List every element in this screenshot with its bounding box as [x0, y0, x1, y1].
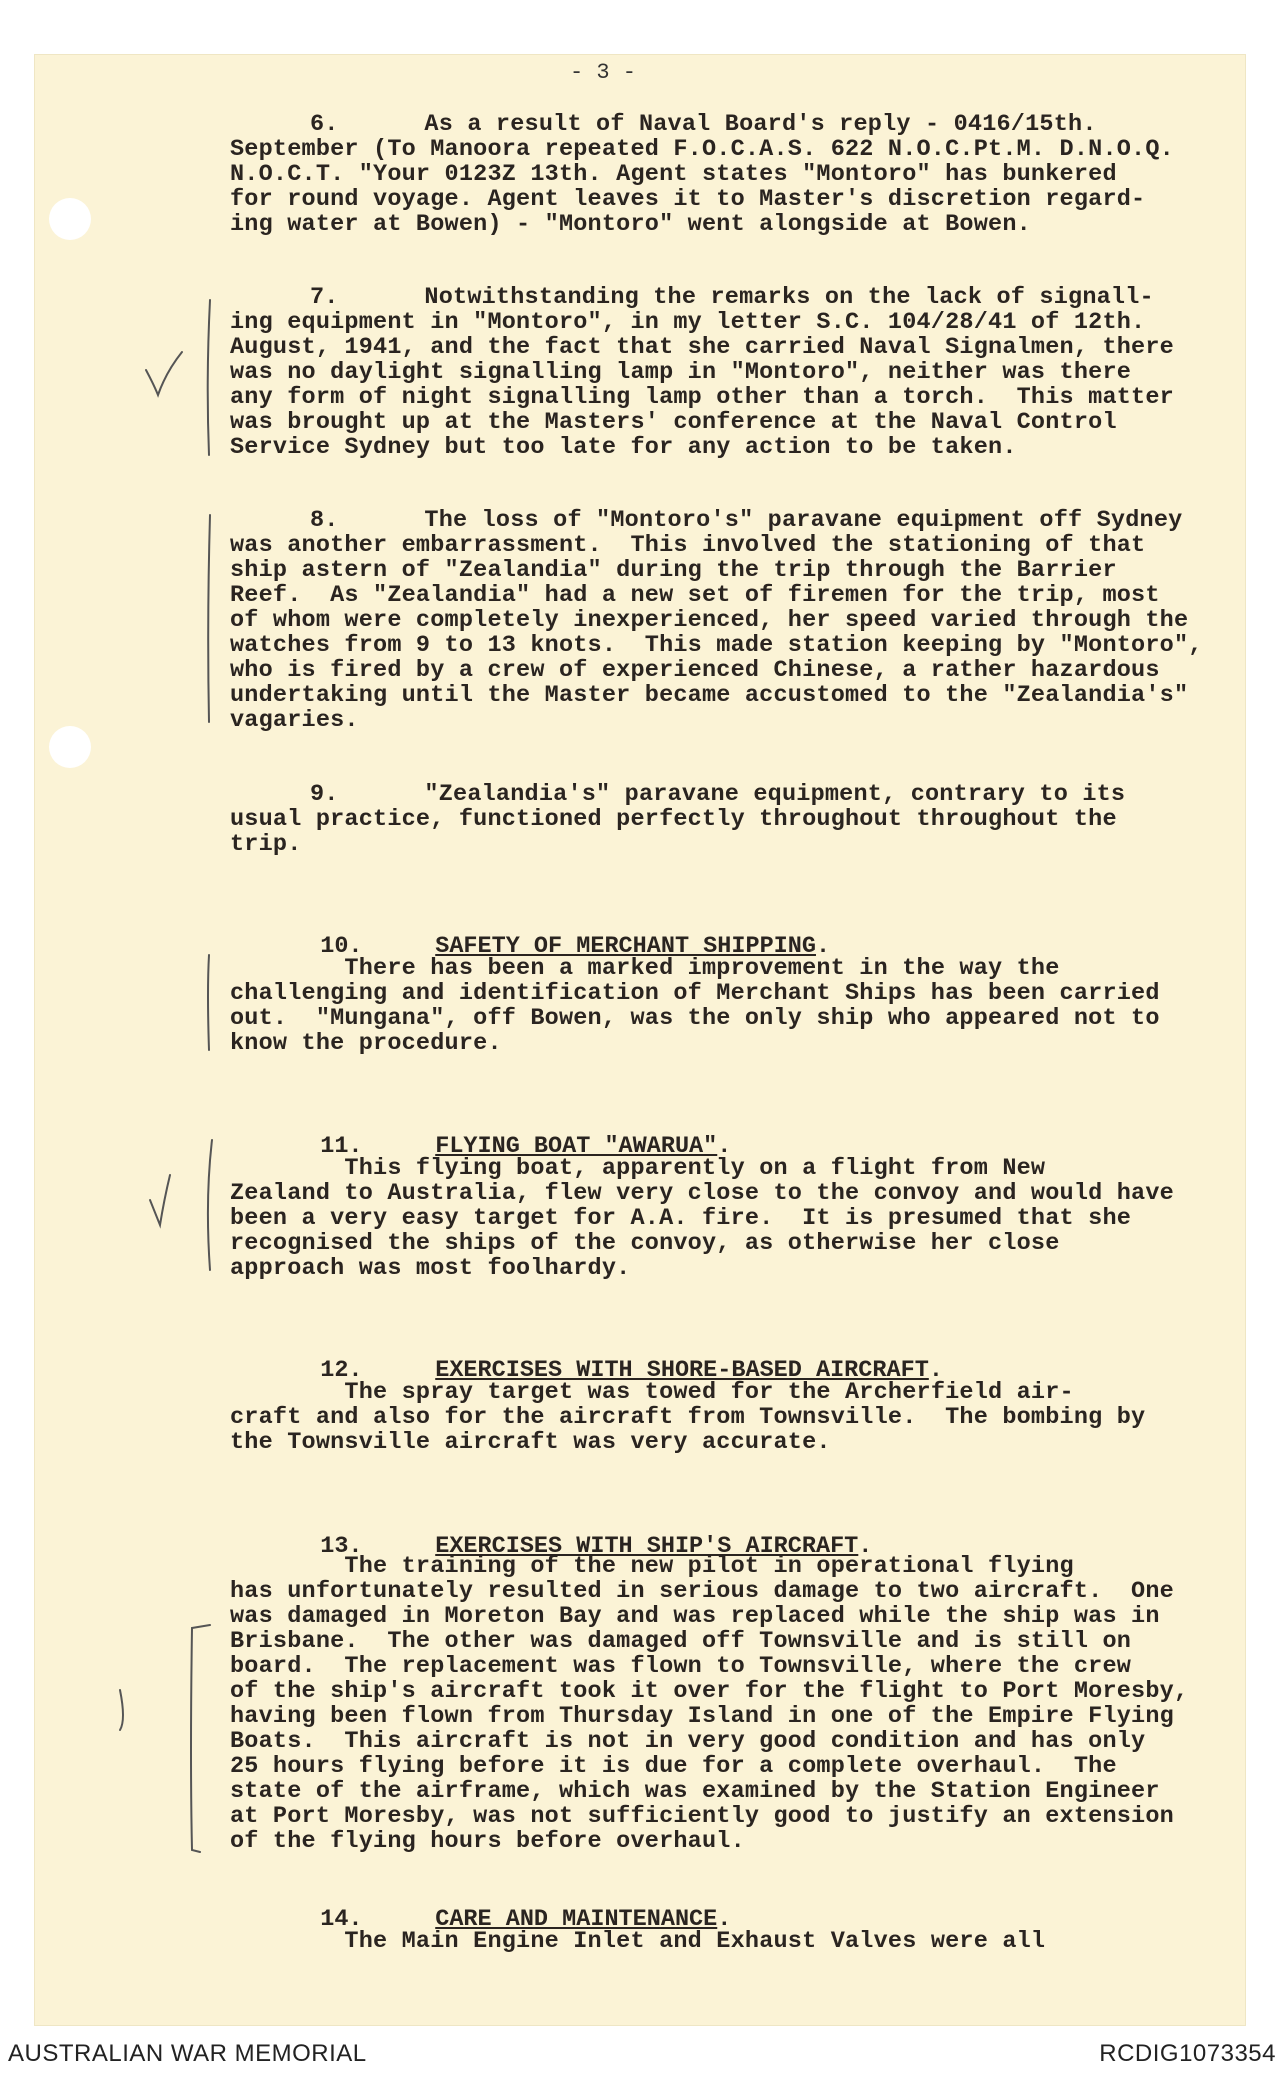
paragraph-8: 8. The loss of "Montoro's" paravane equipment off Sydney was another embarrassment. This involved the stationing of that ship astern of "Zealandia" during the trip through the Barrier Reef. As "Zealandia" had a new set of firemen for the trip, most of whom were completely inexperienced, her speed varied through the watches from 9 to 13 knots. This made station keeping by "Montoro", who is fired by a crew of experienced Chinese, a rather hazardous undertaking until the Master became accustomed to the "Zealandia's" vagaries.	[230, 507, 1203, 734]
tick-mark-11	[150, 1175, 170, 1225]
footer-left: AUSTRALIAN WAR MEMORIAL	[8, 2040, 367, 2067]
margin-line-8	[208, 515, 210, 722]
paragraph-10: There has been a marked improvement in the way the challenging and identification of Merchant Ships has been carried out. "Mungana", off Bowen, was the only ship who appeared not to know the procedure.	[230, 955, 1160, 1057]
page-number: - 3 -	[570, 60, 637, 85]
paragraph-11: This flying boat, apparently on a flight from New Zealand to Australia, flew very close to the convoy and would have been a very easy target for A.A. fire. It is presumed that she recognised the ships of the convoy, as otherwise her close approach was most foolhardy.	[230, 1155, 1174, 1282]
heading-12-end: .	[928, 1357, 943, 1384]
heading-14-end: .	[717, 1906, 732, 1933]
tick-mark-7	[146, 352, 182, 395]
margin-line-10	[208, 955, 209, 1050]
paragraph-7: 7. Notwithstanding the remarks on the lack of signall- ing equipment in "Montoro", in my letter S.C. 104/28/41 of 12th. August, 1941, and the fact that she carried Naval Signalmen, there was no daylight signalling lamp in "Montoro", neither was there any form of night signalling lamp other than a torch. This matter was brought up at the Masters' conference at the Naval Control Service Sydney but too late for any action to be taken.	[230, 284, 1174, 461]
heading-12-number: 12.	[320, 1357, 363, 1384]
paragraph-6: 6. As a result of Naval Board's reply - 0416/15th. September (To Manoora repeated F.O.C.A.S. 622 N.O.C.Pt.M. D.N.O.Q. N.O.C.T. "Your 0123Z 13th. Agent states "Montoro" has bunkered for round voyage. Agent leaves it to Master's discretion regard- ing water at Bowen) - "Montoro" went alongside at Bowen.	[230, 111, 1174, 238]
heading-13-title: EXERCISES WITH SHIP'S AIRCRAFT	[435, 1533, 859, 1560]
paragraph-13: The training of the new pilot in operational flying has unfortunately resulted in serious damage to two aircraft. One was damaged in Moreton Bay and was replaced while the ship was in Brisbane. The other was damaged off Townsville and is still on board. The replacement was flown to Townsville, where the crew of the ship's aircraft took it over for the flight to Port Moresby, having been flown from Thursday Island in one of the Empire Flying Boats. This aircraft is not in very good condition and has only 25 hours flying before it is due for a complete overhaul. The state of the airframe, which was examined by the Station Engineer at Port Moresby, was not sufficiently good to justify an extension of the flying hours before overhaul.	[230, 1553, 1189, 1855]
heading-10-number: 10.	[320, 933, 363, 960]
footer-right: RCDIG1073354	[1099, 2040, 1276, 2067]
paragraph-12: The spray target was towed for the Archerfield air- craft and also for the aircraft from Townsville. The bombing by the Townsville aircraft was very accurate.	[230, 1379, 1146, 1456]
margin-line-11	[208, 1140, 212, 1270]
heading-11-end: .	[717, 1133, 732, 1160]
heading-11-number: 11.	[320, 1133, 363, 1160]
paragraph-14: The Main Engine Inlet and Exhaust Valves were all	[230, 1928, 1046, 1955]
paragraph-9: 9. "Zealandia's" paravane equipment, contrary to its usual practice, functioned perfectly throughout throughout the trip.	[230, 781, 1126, 858]
heading-14-number: 14.	[320, 1906, 363, 1933]
heading-13-end: .	[858, 1533, 873, 1560]
heading-10-title: SAFETY OF MERCHANT SHIPPING	[435, 933, 816, 960]
bracket-13	[191, 1625, 210, 1852]
heading-10-end: .	[815, 933, 831, 960]
heading-14-title: CARE AND MAINTENANCE	[435, 1906, 718, 1933]
margin-line-7	[208, 300, 210, 455]
tick-mark-13	[120, 1690, 123, 1730]
heading-12-title: EXERCISES WITH SHORE-BASED AIRCRAFT	[435, 1357, 929, 1384]
heading-13-number: 13.	[320, 1533, 363, 1560]
heading-11-title: FLYING BOAT "AWARUA"	[435, 1133, 718, 1160]
